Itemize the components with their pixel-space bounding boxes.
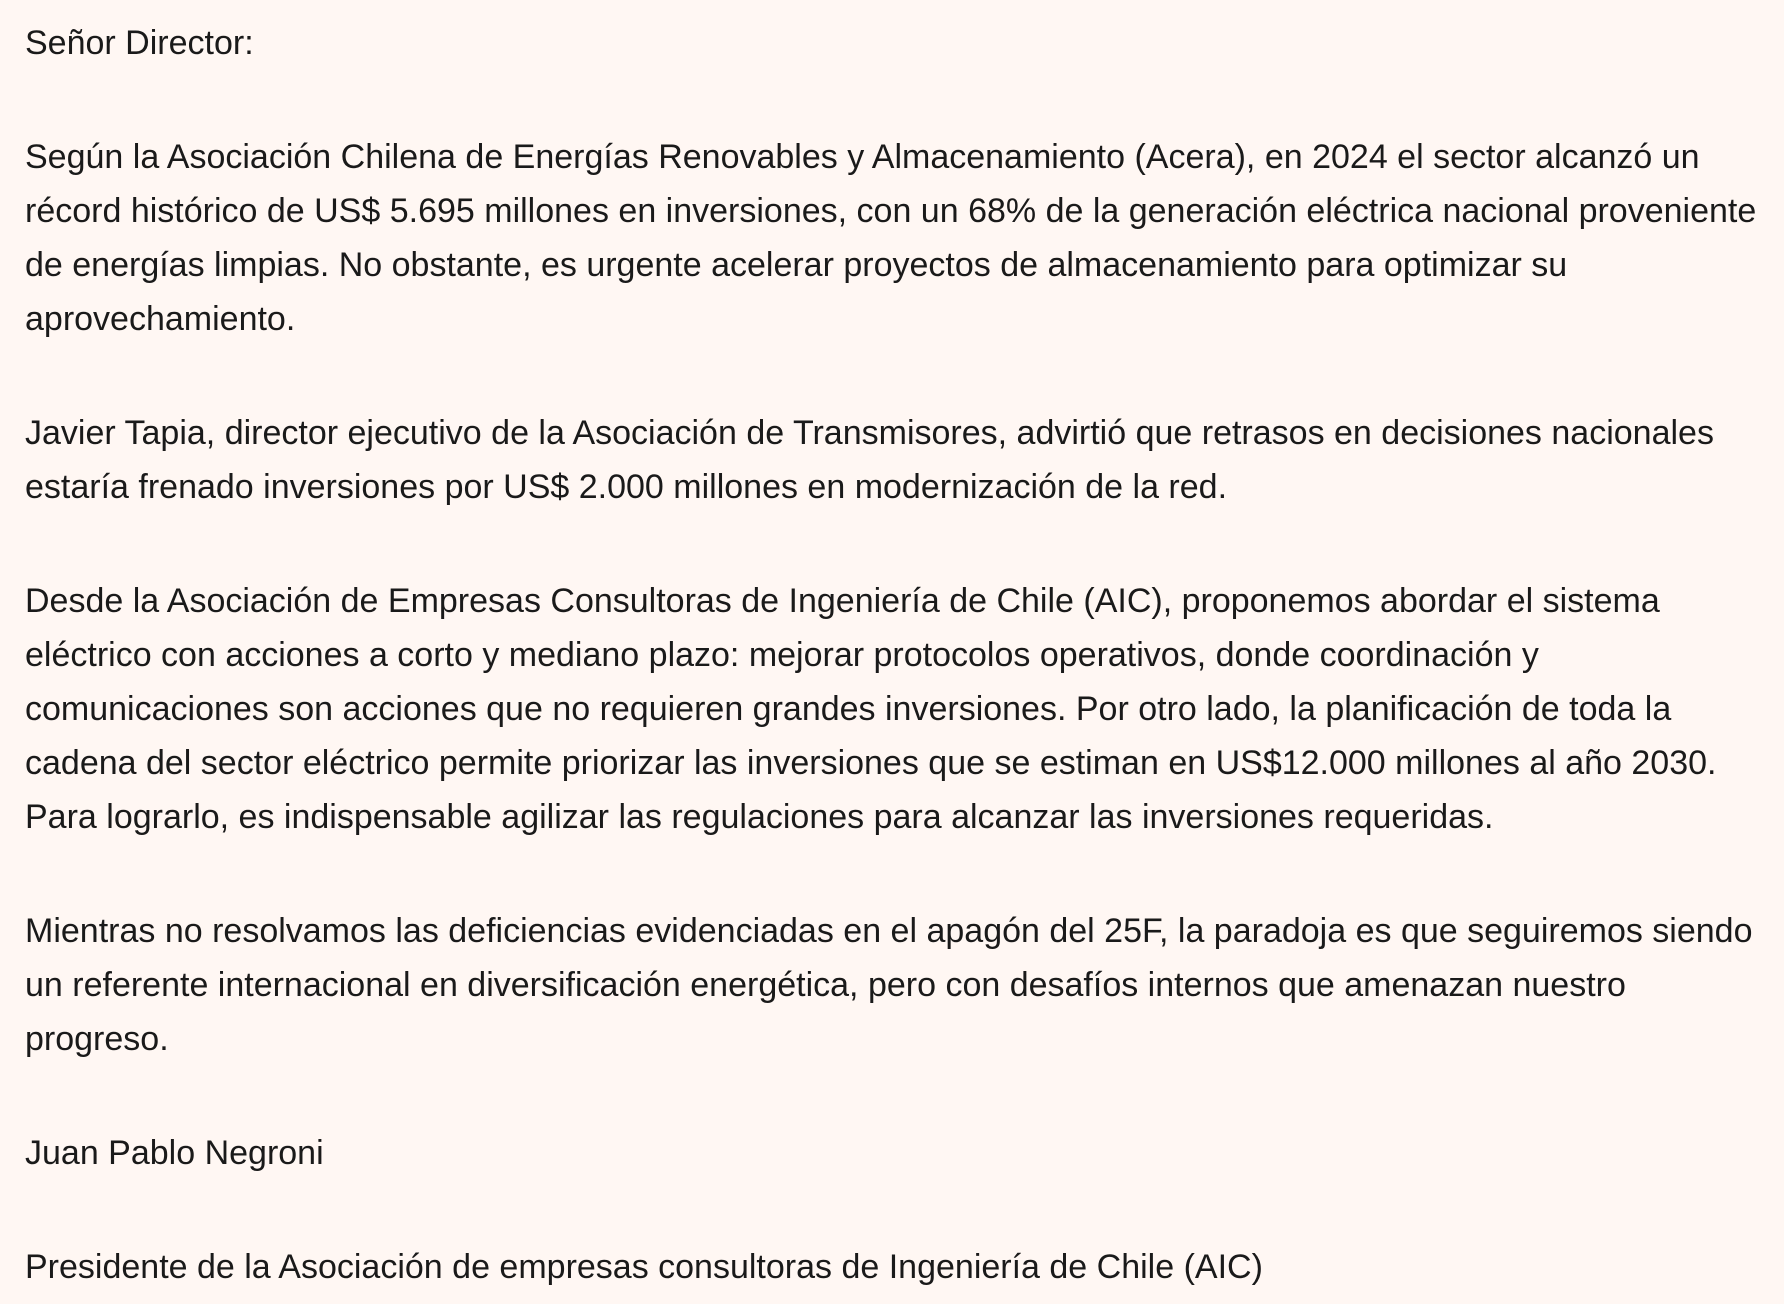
signature-name: Juan Pablo Negroni	[25, 1134, 324, 1172]
paragraph-3: Desde la Asociación de Empresas Consultoras de Ingeniería de Chile (AIC), proponemos abordar el sistema eléctrico con acciones a corto y mediano plazo: mejorar protocolos operativos, donde coordinación y comunicaciones son acciones que no requieren grandes inversiones. Por otro lado, la planificación de toda la cadena del sector eléctrico permite priorizar las inversiones que se estiman en US$12.000 millones al año 2030. Para lograrlo, es indispensable agilizar las regulaciones para alcanzar las inversiones requeridas.	[25, 582, 1717, 836]
signature-title: Presidente de la Asociación de empresas consultoras de Ingeniería de Chile (AIC)	[25, 1248, 1263, 1286]
letter-body	[25, 16, 1770, 1294]
paragraph-4: Mientras no resolvamos las deficiencias evidenciadas en el apagón del 25F, la paradoja es que seguiremos siendo un referente internacional en diversificación energética, pero con desafíos internos que amenazan nuestro progreso.	[25, 912, 1753, 1058]
salutation: Señor Director:	[25, 24, 254, 62]
paragraph-1: Según la Asociación Chilena de Energías Renovables y Almacenamiento (Acera), en 2024 el sector alcanzó un récord histórico de US$ 5.695 millones en inversiones, con un 68% de la generación eléctrica nacional proveniente de energías limpias. No obstante, es urgente acelerar proyectos de almacenamiento para optimizar su aprovechamiento.	[25, 138, 1757, 338]
paragraph-2: Javier Tapia, director ejecutivo de la Asociación de Transmisores, advirtió que retrasos en decisiones nacionales estaría frenado inversiones por US$ 2.000 millones en modernización de la red.	[25, 414, 1714, 506]
